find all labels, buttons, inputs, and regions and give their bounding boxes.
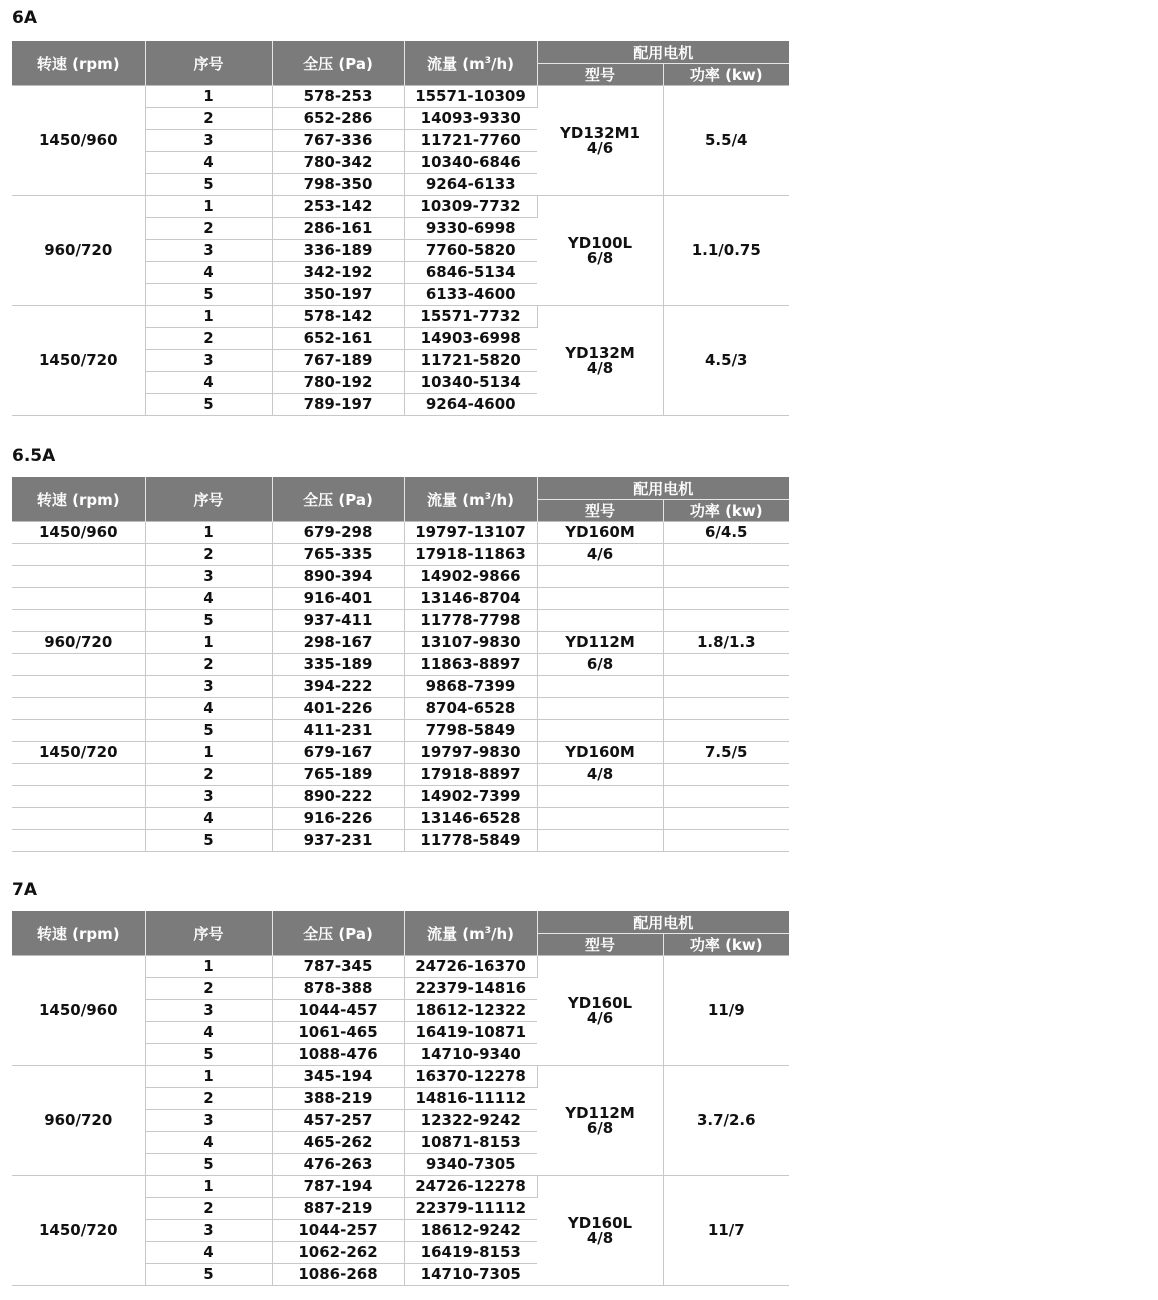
empty-cell	[12, 830, 145, 852]
model-name: YD112M	[565, 1103, 635, 1122]
pressure-cell: 765-335	[272, 544, 404, 566]
speed-cell: 1450/960	[12, 522, 145, 544]
model-name: YD100L	[567, 233, 633, 252]
pressure-cell: 350-197	[272, 284, 404, 306]
pressure-cell: 652-161	[272, 328, 404, 350]
table-row	[12, 720, 789, 742]
pressure-cell: 937-231	[272, 830, 404, 852]
no-cell: 5	[145, 610, 272, 632]
power-cell: 11/9	[663, 956, 789, 1066]
model-cell	[537, 956, 663, 1066]
header-flow-sup: 3	[484, 925, 491, 936]
pressure-cell: 1062-262	[272, 1242, 404, 1264]
model-cell	[537, 86, 663, 196]
header-power: 功率 (kw)	[663, 500, 789, 522]
header-pressure: 全压 (Pa)	[272, 41, 404, 86]
pressure-cell: 890-222	[272, 786, 404, 808]
flow-cell: 9340-7305	[404, 1154, 537, 1176]
table-row	[12, 956, 789, 978]
section-title: 6A	[12, 8, 37, 28]
empty-cell	[12, 588, 145, 610]
no-cell: 5	[145, 1044, 272, 1066]
no-cell: 5	[145, 1264, 272, 1286]
flow-cell: 12322-9242	[404, 1110, 537, 1132]
header-model: 型号	[537, 934, 663, 956]
flow-cell: 24726-12278	[404, 1176, 537, 1198]
flow-cell: 7798-5849	[404, 720, 537, 742]
no-cell: 4	[145, 588, 272, 610]
pressure-cell: 342-192	[272, 262, 404, 284]
model-name: YD112M	[537, 632, 663, 654]
empty-cell	[663, 566, 789, 588]
flow-cell: 8704-6528	[404, 698, 537, 720]
no-cell: 4	[145, 1132, 272, 1154]
flow-cell: 16419-10871	[404, 1022, 537, 1044]
no-cell: 4	[145, 152, 272, 174]
flow-cell: 19797-9830	[404, 742, 537, 764]
pressure-cell: 890-394	[272, 566, 404, 588]
empty-cell	[663, 830, 789, 852]
no-cell: 1	[145, 306, 272, 328]
section-title: 7A	[12, 880, 37, 900]
flow-cell: 22379-14816	[404, 978, 537, 1000]
pressure-cell: 465-262	[272, 1132, 404, 1154]
no-cell: 2	[145, 544, 272, 566]
empty-cell	[537, 720, 663, 742]
flow-cell: 13107-9830	[404, 632, 537, 654]
flow-cell: 10340-5134	[404, 372, 537, 394]
model-poles: 4/6	[586, 1008, 614, 1027]
no-cell: 1	[145, 956, 272, 978]
table-row	[12, 654, 789, 676]
pressure-cell: 578-142	[272, 306, 404, 328]
power-cell: 1.1/0.75	[663, 196, 789, 306]
no-cell: 5	[145, 174, 272, 196]
model-poles: 4/8	[586, 358, 614, 377]
header-pressure: 全压 (Pa)	[272, 477, 404, 522]
no-cell: 4	[145, 698, 272, 720]
flow-cell: 11721-7760	[404, 130, 537, 152]
empty-cell	[12, 698, 145, 720]
header-pressure: 全压 (Pa)	[272, 911, 404, 956]
no-cell: 3	[145, 1110, 272, 1132]
flow-cell: 10309-7732	[404, 196, 537, 218]
model-poles: 4/8	[537, 764, 663, 786]
table-row	[12, 196, 789, 218]
no-cell: 3	[145, 786, 272, 808]
empty-cell	[12, 720, 145, 742]
pressure-cell: 1061-465	[272, 1022, 404, 1044]
table-row	[12, 808, 789, 830]
section-title: 6.5A	[12, 446, 56, 466]
header-model: 型号	[537, 64, 663, 86]
speed-cell: 960/720	[12, 196, 145, 306]
empty-cell	[537, 808, 663, 830]
pressure-cell: 767-189	[272, 350, 404, 372]
no-cell: 1	[145, 632, 272, 654]
no-cell: 3	[145, 676, 272, 698]
pressure-cell: 789-197	[272, 394, 404, 416]
empty-cell	[663, 786, 789, 808]
no-cell: 2	[145, 328, 272, 350]
empty-cell	[663, 698, 789, 720]
flow-cell: 13146-6528	[404, 808, 537, 830]
flow-cell: 15571-7732	[404, 306, 537, 328]
pressure-cell: 1088-476	[272, 1044, 404, 1066]
empty-cell	[663, 654, 789, 676]
model-cell	[537, 306, 663, 416]
empty-cell	[663, 676, 789, 698]
power-cell: 11/7	[663, 1176, 789, 1286]
model-poles: 6/8	[586, 248, 614, 267]
pressure-cell: 916-401	[272, 588, 404, 610]
flow-cell: 22379-11112	[404, 1198, 537, 1220]
flow-cell: 14093-9330	[404, 108, 537, 130]
empty-cell	[537, 588, 663, 610]
header-speed: 转速 (rpm)	[12, 477, 145, 522]
speed-cell: 1450/960	[12, 956, 145, 1066]
header-no: 序号	[145, 477, 272, 522]
flow-cell: 14903-6998	[404, 328, 537, 350]
table-row	[12, 632, 789, 654]
pressure-cell: 878-388	[272, 978, 404, 1000]
model-name: YD132M	[565, 343, 635, 362]
table-row	[12, 610, 789, 632]
power-cell: 1.8/1.3	[663, 632, 789, 654]
empty-cell	[537, 566, 663, 588]
header-power: 功率 (kw)	[663, 934, 789, 956]
pressure-cell: 787-345	[272, 956, 404, 978]
no-cell: 4	[145, 1242, 272, 1264]
header-flow	[404, 41, 537, 86]
no-cell: 4	[145, 262, 272, 284]
no-cell: 3	[145, 1000, 272, 1022]
empty-cell	[663, 588, 789, 610]
power-cell: 4.5/3	[663, 306, 789, 416]
no-cell: 1	[145, 1066, 272, 1088]
header-power: 功率 (kw)	[663, 64, 789, 86]
header-speed: 转速 (rpm)	[12, 911, 145, 956]
empty-cell	[12, 566, 145, 588]
flow-cell: 14902-7399	[404, 786, 537, 808]
pressure-cell: 578-253	[272, 86, 404, 108]
no-cell: 3	[145, 130, 272, 152]
no-cell: 5	[145, 830, 272, 852]
pressure-cell: 652-286	[272, 108, 404, 130]
no-cell: 4	[145, 372, 272, 394]
flow-cell: 14816-11112	[404, 1088, 537, 1110]
model-cell	[537, 196, 663, 306]
empty-cell	[663, 808, 789, 830]
header-flow-prefix: 流量 (m	[427, 490, 485, 509]
table-row	[12, 588, 789, 610]
flow-cell: 16419-8153	[404, 1242, 537, 1264]
table-row	[12, 522, 789, 544]
spec-table	[12, 477, 789, 852]
empty-cell	[663, 764, 789, 786]
flow-cell: 17918-11863	[404, 544, 537, 566]
empty-cell	[537, 786, 663, 808]
pressure-cell: 1044-457	[272, 1000, 404, 1022]
pressure-cell: 679-298	[272, 522, 404, 544]
model-poles: 6/8	[537, 654, 663, 676]
pressure-cell: 780-342	[272, 152, 404, 174]
header-no: 序号	[145, 911, 272, 956]
header-model: 型号	[537, 500, 663, 522]
flow-cell: 7760-5820	[404, 240, 537, 262]
power-cell: 6/4.5	[663, 522, 789, 544]
flow-cell: 24726-16370	[404, 956, 537, 978]
empty-cell	[663, 544, 789, 566]
header-speed: 转速 (rpm)	[12, 41, 145, 86]
flow-cell: 13146-8704	[404, 588, 537, 610]
model-poles: 4/8	[586, 1228, 614, 1247]
speed-cell: 1450/720	[12, 306, 145, 416]
no-cell: 5	[145, 1154, 272, 1176]
pressure-cell: 798-350	[272, 174, 404, 196]
flow-cell: 11778-7798	[404, 610, 537, 632]
header-flow-suffix: /h)	[490, 54, 514, 73]
model-name: YD160L	[567, 1213, 633, 1232]
header-motor: 配用电机	[537, 911, 789, 934]
header-no: 序号	[145, 41, 272, 86]
model-poles: 6/8	[586, 1118, 614, 1137]
header-flow	[404, 477, 537, 522]
flow-cell: 10871-8153	[404, 1132, 537, 1154]
flow-cell: 14710-7305	[404, 1264, 537, 1286]
pressure-cell: 679-167	[272, 742, 404, 764]
model-name: YD132M1	[560, 123, 640, 142]
flow-cell: 9264-6133	[404, 174, 537, 196]
flow-cell: 14710-9340	[404, 1044, 537, 1066]
header-flow-suffix: /h)	[490, 490, 514, 509]
power-cell: 5.5/4	[663, 86, 789, 196]
empty-cell	[663, 720, 789, 742]
flow-cell: 14902-9866	[404, 566, 537, 588]
header-flow-sup: 3	[484, 491, 491, 502]
pressure-cell: 345-194	[272, 1066, 404, 1088]
pressure-cell: 253-142	[272, 196, 404, 218]
table-row	[12, 742, 789, 764]
no-cell: 1	[145, 1176, 272, 1198]
flow-cell: 9330-6998	[404, 218, 537, 240]
empty-cell	[12, 654, 145, 676]
header-flow-suffix: /h)	[490, 924, 514, 943]
spec-table	[12, 41, 789, 416]
header-flow	[404, 911, 537, 956]
pressure-cell: 1044-257	[272, 1220, 404, 1242]
empty-cell	[663, 610, 789, 632]
no-cell: 2	[145, 978, 272, 1000]
power-cell: 7.5/5	[663, 742, 789, 764]
pressure-cell: 388-219	[272, 1088, 404, 1110]
pressure-cell: 394-222	[272, 676, 404, 698]
pressure-cell: 336-189	[272, 240, 404, 262]
no-cell: 5	[145, 394, 272, 416]
empty-cell	[12, 808, 145, 830]
empty-cell	[12, 764, 145, 786]
flow-cell: 9264-4600	[404, 394, 537, 416]
empty-cell	[537, 698, 663, 720]
empty-cell	[537, 830, 663, 852]
model-name: YD160L	[567, 993, 633, 1012]
speed-cell: 1450/960	[12, 86, 145, 196]
table-row	[12, 830, 789, 852]
table-row	[12, 86, 789, 108]
header-motor: 配用电机	[537, 477, 789, 500]
flow-cell: 11721-5820	[404, 350, 537, 372]
model-name: YD160M	[537, 522, 663, 544]
empty-cell	[537, 610, 663, 632]
no-cell: 3	[145, 240, 272, 262]
no-cell: 2	[145, 1198, 272, 1220]
empty-cell	[537, 676, 663, 698]
pressure-cell: 401-226	[272, 698, 404, 720]
pressure-cell: 476-263	[272, 1154, 404, 1176]
pressure-cell: 457-257	[272, 1110, 404, 1132]
empty-cell	[12, 786, 145, 808]
speed-cell: 960/720	[12, 632, 145, 654]
model-poles: 4/6	[586, 138, 614, 157]
model-cell	[537, 1176, 663, 1286]
table-row	[12, 764, 789, 786]
no-cell: 1	[145, 742, 272, 764]
pressure-cell: 887-219	[272, 1198, 404, 1220]
no-cell: 1	[145, 86, 272, 108]
model-cell	[537, 1066, 663, 1176]
table-row	[12, 566, 789, 588]
model-name: YD160M	[537, 742, 663, 764]
no-cell: 4	[145, 1022, 272, 1044]
flow-cell: 9868-7399	[404, 676, 537, 698]
table-row	[12, 786, 789, 808]
flow-cell: 11778-5849	[404, 830, 537, 852]
table-row	[12, 676, 789, 698]
power-cell: 3.7/2.6	[663, 1066, 789, 1176]
no-cell: 3	[145, 566, 272, 588]
flow-cell: 11863-8897	[404, 654, 537, 676]
table-row	[12, 1176, 789, 1198]
no-cell: 2	[145, 218, 272, 240]
speed-cell: 1450/720	[12, 742, 145, 764]
pressure-cell: 767-336	[272, 130, 404, 152]
speed-cell: 1450/720	[12, 1176, 145, 1286]
no-cell: 2	[145, 1088, 272, 1110]
flow-cell: 17918-8897	[404, 764, 537, 786]
flow-cell: 6846-5134	[404, 262, 537, 284]
pressure-cell: 1086-268	[272, 1264, 404, 1286]
empty-cell	[12, 676, 145, 698]
no-cell: 3	[145, 1220, 272, 1242]
header-flow-prefix: 流量 (m	[427, 924, 485, 943]
flow-cell: 10340-6846	[404, 152, 537, 174]
pressure-cell: 916-226	[272, 808, 404, 830]
no-cell: 5	[145, 720, 272, 742]
pressure-cell: 937-411	[272, 610, 404, 632]
no-cell: 2	[145, 764, 272, 786]
pressure-cell: 780-192	[272, 372, 404, 394]
header-flow-sup: 3	[484, 55, 491, 66]
no-cell: 3	[145, 350, 272, 372]
pressure-cell: 787-194	[272, 1176, 404, 1198]
header-motor: 配用电机	[537, 41, 789, 64]
header-flow-prefix: 流量 (m	[427, 54, 485, 73]
table-row	[12, 306, 789, 328]
flow-cell: 16370-12278	[404, 1066, 537, 1088]
pressure-cell: 335-189	[272, 654, 404, 676]
flow-cell: 19797-13107	[404, 522, 537, 544]
flow-cell: 18612-9242	[404, 1220, 537, 1242]
pressure-cell: 286-161	[272, 218, 404, 240]
no-cell: 2	[145, 654, 272, 676]
spec-table	[12, 911, 789, 1286]
pressure-cell: 298-167	[272, 632, 404, 654]
flow-cell: 18612-12322	[404, 1000, 537, 1022]
flow-cell: 15571-10309	[404, 86, 537, 108]
flow-cell: 6133-4600	[404, 284, 537, 306]
speed-cell: 960/720	[12, 1066, 145, 1176]
empty-cell	[12, 544, 145, 566]
model-poles: 4/6	[537, 544, 663, 566]
no-cell: 1	[145, 522, 272, 544]
empty-cell	[12, 610, 145, 632]
table-row	[12, 1066, 789, 1088]
no-cell: 1	[145, 196, 272, 218]
no-cell: 4	[145, 808, 272, 830]
no-cell: 2	[145, 108, 272, 130]
pressure-cell: 411-231	[272, 720, 404, 742]
pressure-cell: 765-189	[272, 764, 404, 786]
no-cell: 5	[145, 284, 272, 306]
table-row	[12, 544, 789, 566]
table-row	[12, 698, 789, 720]
